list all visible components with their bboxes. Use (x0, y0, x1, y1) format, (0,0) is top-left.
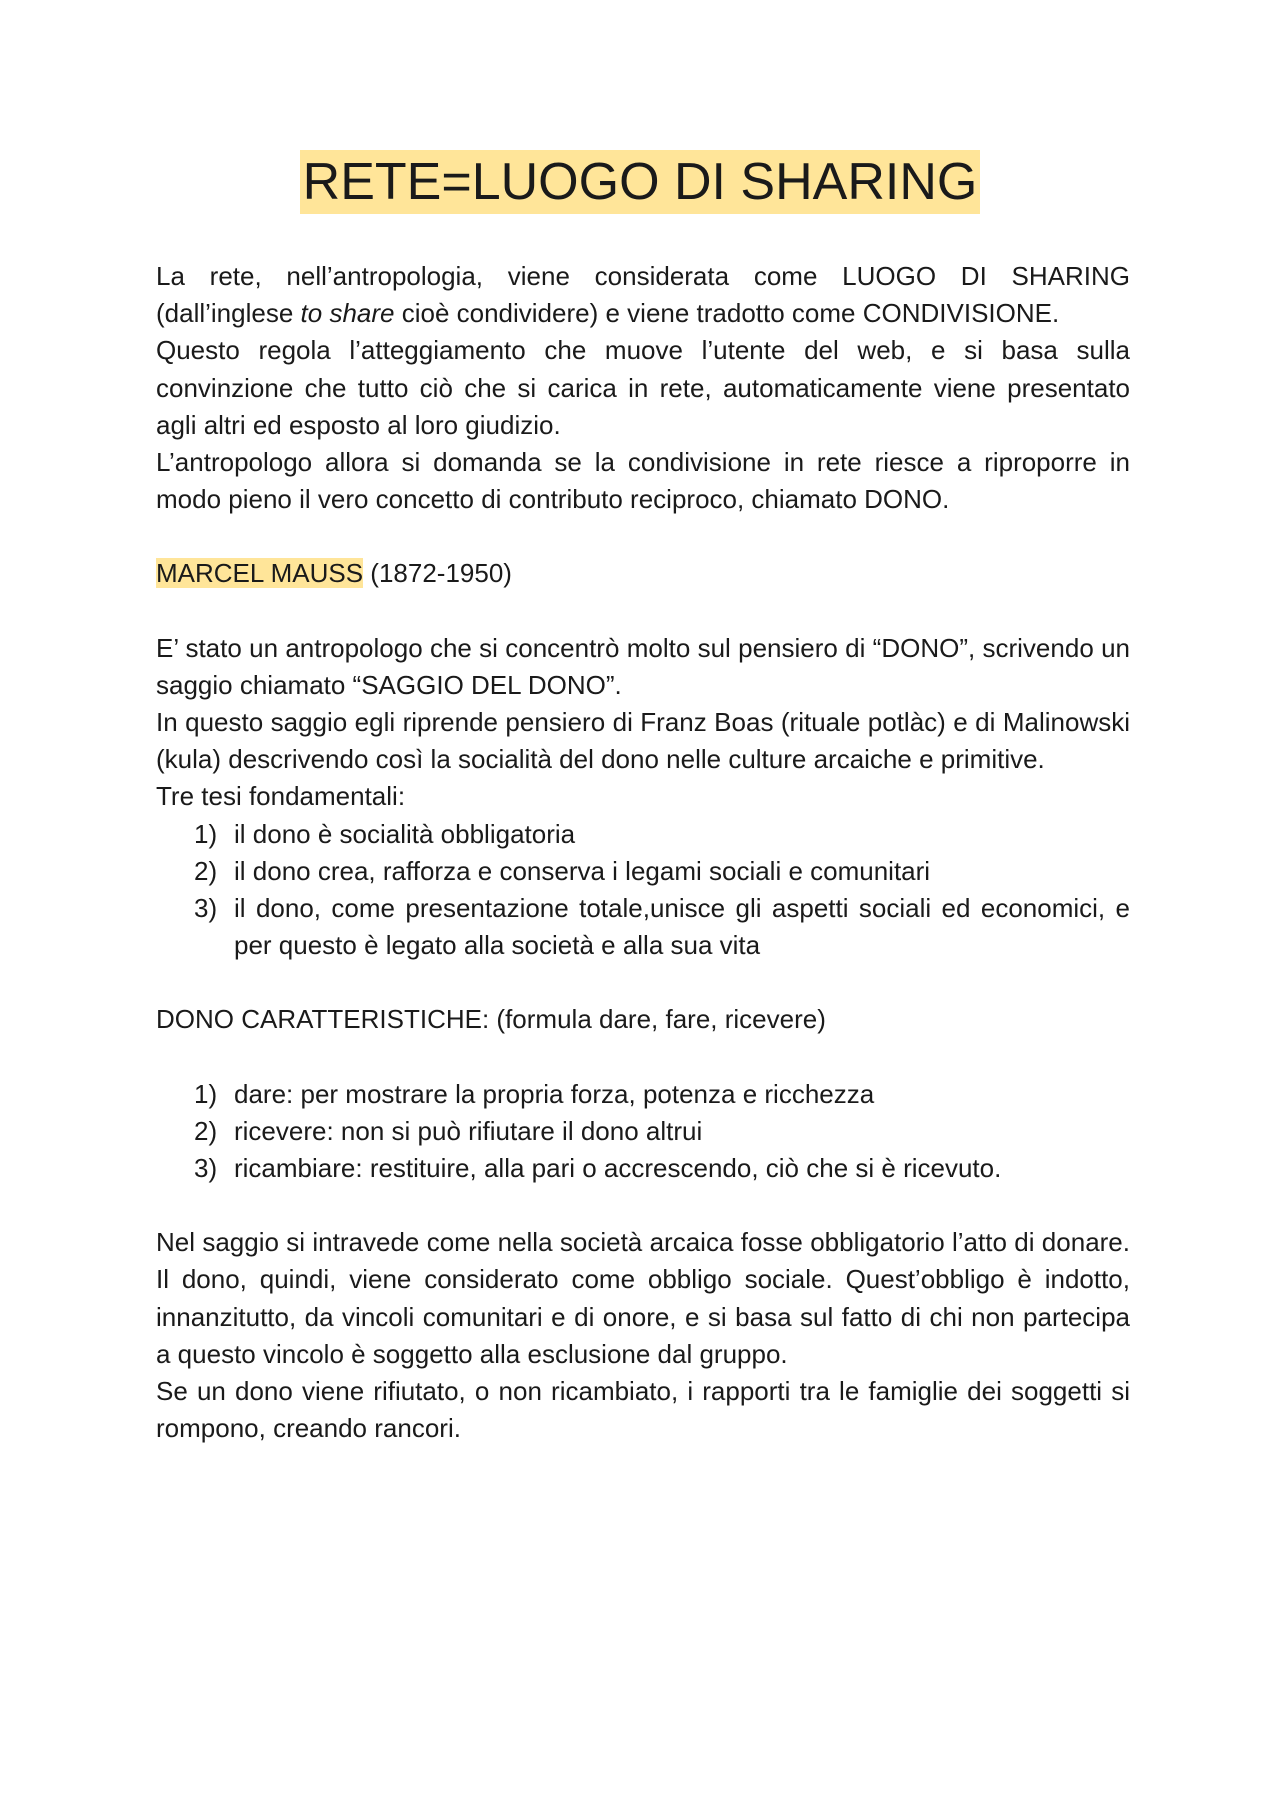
list-item-number: 1) (194, 1078, 218, 1109)
theses-list (156, 816, 1130, 965)
intro-paragraph-3: L’antropologo allora si domanda se la condivisione in rete riesce a riproporre in modo pieno il vero concetto di contributo reciproco, chiamato DONO. (156, 447, 1130, 515)
caratteristiche-list (156, 1076, 1130, 1188)
list-item-text: ricevere: non si può rifiutare il dono altrui (234, 1115, 703, 1146)
list-item (156, 1076, 1130, 1113)
spacer (156, 1039, 1130, 1076)
list-item-text: il dono crea, rafforza e conserva i legami sociali e comunitari (234, 855, 931, 886)
list-item-text: il dono è socialità obbligatoria (234, 818, 576, 849)
intro-p1-italic: to share (300, 298, 395, 329)
list-item (156, 853, 1130, 890)
list-item-text: ricambiare: restituire, alla pari o accrescendo, ciò che si è ricevuto. (234, 1153, 1002, 1184)
list-item (156, 1150, 1130, 1187)
mauss-paragraph-1: E’ stato un antropologo che si concentrò molto sul pensiero di “DONO”, scrivendo un saggio chiamato “SAGGIO DEL DONO”. (156, 632, 1130, 700)
list-item-number: 3) (194, 1153, 218, 1184)
intro-p1-end: cioè condividere) e viene tradotto come CONDIVISIONE. (394, 298, 1060, 329)
document-body (156, 258, 1130, 1447)
intro-p1-start: La rete, nell’antropologia, viene considerata come LUOGO DI SHARING (dall’inglese (156, 261, 1130, 329)
theses-intro: Tre tesi fondamentali: (156, 781, 406, 812)
page-title: RETE=LUOGO DI SHARING (300, 150, 981, 214)
intro-paragraph-2: Questo regola l’atteggiamento che muove l’utente del web, e si basa sulla convinzione che tutto ciò che si carica in rete, automaticamente viene presentato agli altri ed esposto al loro giudizio. (156, 335, 1130, 440)
list-item-number: 2) (194, 1115, 218, 1146)
list-item (156, 890, 1130, 964)
mauss-name: MARCEL MAUSS (156, 558, 364, 589)
list-item-text: dare: per mostrare la propria forza, potenza e ricchezza (234, 1078, 875, 1109)
spacer (156, 964, 1130, 1001)
conclusion-paragraph-1: Nel saggio si intravede come nella società arcaica fosse obbligatorio l’atto di donare. Il dono, quindi, viene considerato come obbligo sociale. Quest’obbligo è indotto, innanzitutto, da vincoli comunitari e di onore, e si basa sul fatto di chi non partecipa a questo vincolo è soggetto alla esclusione dal gruppo. (156, 1227, 1130, 1369)
list-item (156, 816, 1130, 853)
list-item (156, 1113, 1130, 1150)
title-wrap (0, 150, 1280, 214)
mauss-heading (156, 555, 1130, 592)
caratteristiche-heading: DONO CARATTERISTICHE: (formula dare, fare, ricevere) (156, 1004, 826, 1035)
spacer (156, 593, 1130, 630)
conclusion-paragraph-2: Se un dono viene rifiutato, o non ricambiato, i rapporti tra le famiglie dei soggetti si rompono, creando rancori. (156, 1376, 1130, 1444)
mauss-paragraph-2: In questo saggio egli riprende pensiero di Franz Boas (rituale potlàc) e di Malinowski (kula) descrivendo così la socialità del dono nelle culture arcaiche e primitive. (156, 707, 1130, 775)
mauss-years: (1872-1950) (363, 558, 512, 589)
spacer (156, 518, 1130, 555)
list-item-number: 3) (194, 893, 218, 924)
intro-paragraph-1 (156, 258, 1130, 332)
list-item-number: 1) (194, 818, 218, 849)
spacer (156, 1187, 1130, 1224)
list-item-number: 2) (194, 855, 218, 886)
list-item-text: il dono, come presentazione totale,unisce gli aspetti sociali ed economici, e per questo è legato alla società e alla sua vita (234, 893, 1130, 961)
